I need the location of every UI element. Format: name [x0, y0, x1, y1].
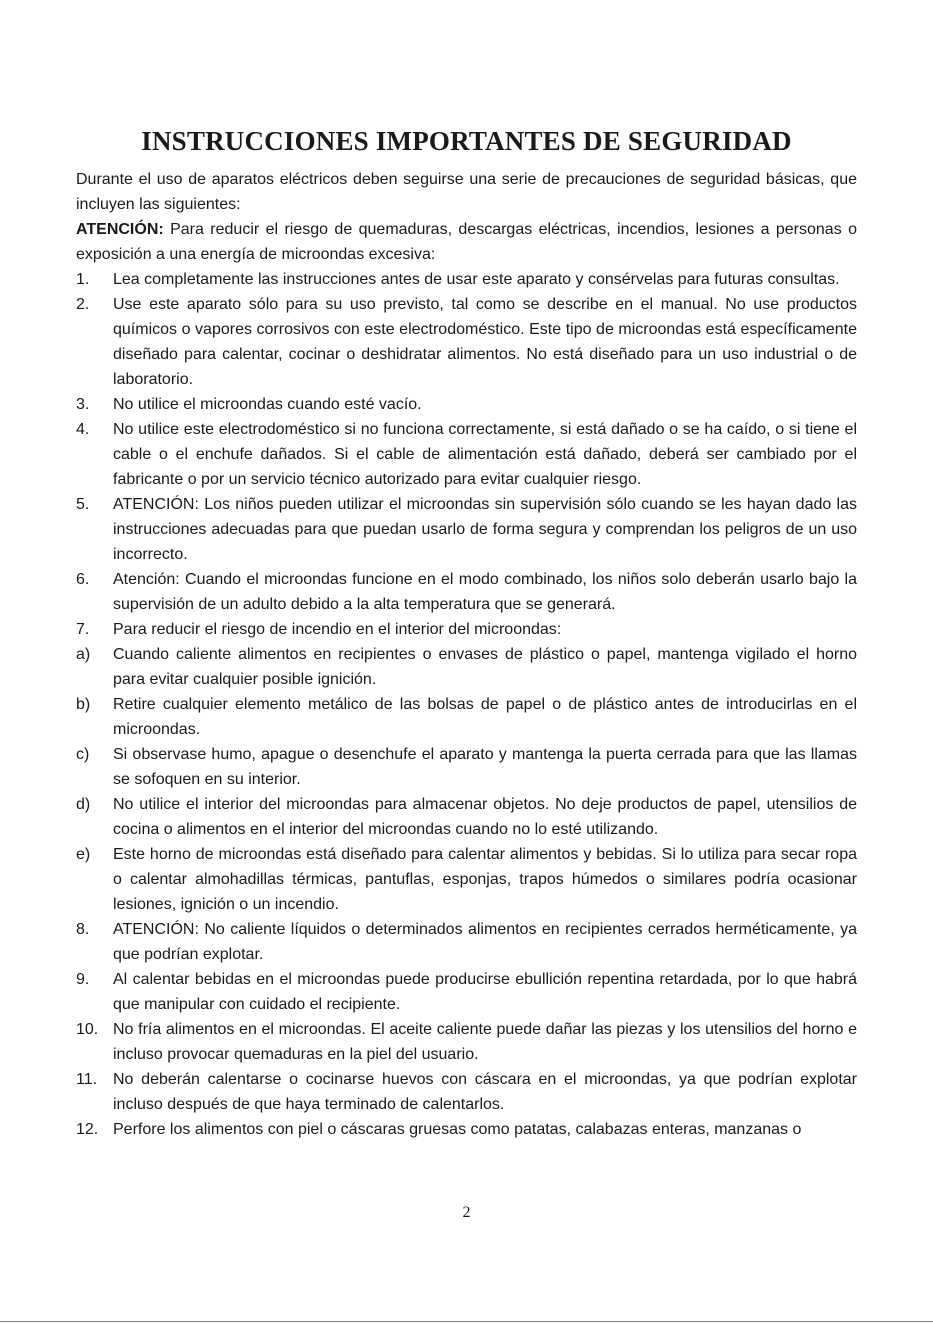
- list-item: [76, 267, 857, 292]
- item-text: Si observase humo, apague o desenchufe el aparato y mantenga la puerta cerrada para que las llamas se sofoquen en su interior.: [113, 746, 857, 788]
- item-text: Cuando caliente alimentos en recipientes o envases de plástico o papel, mantenga vigilado el horno para evitar cualquier posible ignición.: [113, 646, 857, 688]
- list-item: [76, 1067, 857, 1117]
- item-number: b): [76, 696, 91, 713]
- item-text: No utilice el interior del microondas para almacenar objetos. No deje productos de papel, utensilios de cocina o alimentos en el interior del microondas cuando no lo esté utilizando.: [113, 796, 857, 838]
- safety-instructions-list: [76, 267, 857, 1142]
- item-number: 4.: [76, 421, 90, 438]
- list-item: [76, 1117, 857, 1142]
- list-item: [76, 917, 857, 967]
- item-number: c): [76, 746, 90, 763]
- list-item: [76, 742, 857, 792]
- warning-paragraph: [76, 217, 857, 267]
- page-title: INSTRUCCIONES IMPORTANTES DE SEGURIDAD: [141, 126, 792, 157]
- list-item: [76, 792, 857, 842]
- list-item: [76, 492, 857, 567]
- item-text: No fría alimentos en el microondas. El aceite caliente puede dañar las piezas y los utensilios del horno e incluso provocar quemaduras en la piel del usuario.: [113, 1021, 857, 1063]
- item-number: e): [76, 846, 91, 863]
- item-number: 3.: [76, 396, 90, 413]
- item-number: a): [76, 646, 91, 663]
- item-number: 1.: [76, 271, 90, 288]
- item-text: No utilice este electrodoméstico si no funciona correctamente, si está dañado o se ha caído, o si tiene el cable o el enchufe dañados. Si el cable de alimentación está dañado, deberá ser cambiado por el fabricante o por un servicio técnico autorizado para evitar cualquier riesgo.: [113, 421, 857, 488]
- item-number: 7.: [76, 621, 90, 638]
- list-item: [76, 692, 857, 742]
- item-number: 8.: [76, 921, 90, 938]
- item-text: ATENCIÓN: Los niños pueden utilizar el microondas sin supervisión sólo cuando se les hayan dado las instrucciones adecuadas para que puedan usarlo de forma segura y comprendan los peligros de un uso incorrecto.: [113, 496, 857, 563]
- list-item: [76, 567, 857, 617]
- item-text: Al calentar bebidas en el microondas puede producirse ebullición repentina retardada, por lo que habrá que manipular con cuidado el recipiente.: [113, 971, 857, 1013]
- list-item: [76, 1017, 857, 1067]
- list-item: [76, 967, 857, 1017]
- warning-text: Para reducir el riesgo de quemaduras, descargas eléctricas, incendios, lesiones a personas o exposición a una energía de microondas excesiva:: [76, 221, 857, 263]
- item-text: Use este aparato sólo para su uso previsto, tal como se describe en el manual. No use productos químicos o vapores corrosivos con este electrodoméstico. Este tipo de microondas está específicamente diseñado para calentar, cocinar o deshidratar alimentos. No está diseñado para un uso industrial o de laboratorio.: [113, 296, 857, 388]
- item-text: ATENCIÓN: No caliente líquidos o determinados alimentos en recipientes cerrados herméticamente, ya que podrían explotar.: [113, 921, 857, 963]
- list-item: [76, 842, 857, 917]
- item-text: No deberán calentarse o cocinarse huevos con cáscara en el microondas, ya que podrían explotar incluso después de que haya terminado de calentarlos.: [113, 1071, 857, 1113]
- item-number: 9.: [76, 971, 90, 988]
- item-text: Lea completamente las instrucciones antes de usar este aparato y consérvelas para futuras consultas.: [113, 271, 840, 288]
- warning-label: ATENCIÓN:: [76, 221, 164, 238]
- intro-paragraph: Durante el uso de aparatos eléctricos deben seguirse una serie de precauciones de seguridad básicas, que incluyen las siguientes:: [76, 171, 857, 213]
- list-item: [76, 292, 857, 392]
- page-number: 2: [462, 1204, 471, 1221]
- item-number: 11.: [76, 1071, 98, 1088]
- list-item: [76, 617, 857, 642]
- item-number: 5.: [76, 496, 90, 513]
- item-text: No utilice el microondas cuando esté vacío.: [113, 396, 422, 413]
- item-text: Este horno de microondas está diseñado para calentar alimentos y bebidas. Si lo utiliza para secar ropa o calentar almohadillas térmicas, pantuflas, esponjas, trapos húmedos o similares podría ocasionar lesiones, ignición o un incendio.: [113, 846, 857, 913]
- item-text: Retire cualquier elemento metálico de las bolsas de papel o de plástico antes de introducirlas en el microondas.: [113, 696, 857, 738]
- list-item: [76, 392, 857, 417]
- item-text: Atención: Cuando el microondas funcione en el modo combinado, los niños solo deberán usarlo bajo la supervisión de un adulto debido a la alta temperatura que se generará.: [113, 571, 857, 613]
- list-item: [76, 417, 857, 492]
- item-number: d): [76, 796, 91, 813]
- item-number: 10.: [76, 1021, 99, 1038]
- item-text: Perfore los alimentos con piel o cáscaras gruesas como patatas, calabazas enteras, manzanas o: [113, 1121, 802, 1138]
- item-number: 2.: [76, 296, 90, 313]
- item-text: Para reducir el riesgo de incendio en el interior del microondas:: [113, 621, 562, 638]
- document-body: [76, 167, 857, 1142]
- item-number: 6.: [76, 571, 90, 588]
- bottom-divider: [0, 1321, 933, 1322]
- list-item: [76, 642, 857, 692]
- item-number: 12.: [76, 1121, 99, 1138]
